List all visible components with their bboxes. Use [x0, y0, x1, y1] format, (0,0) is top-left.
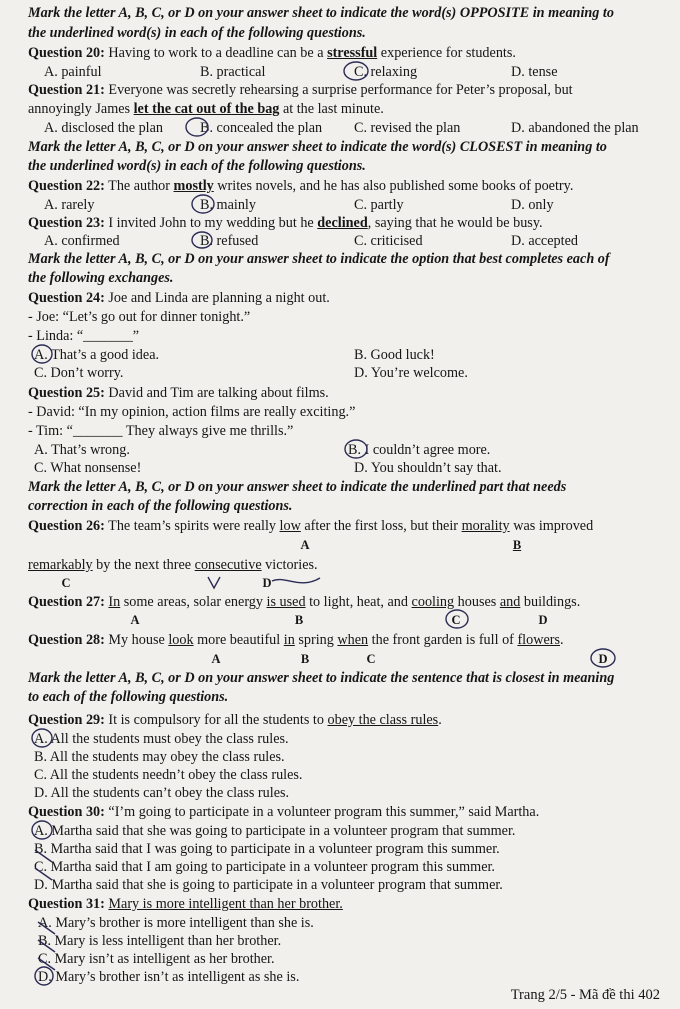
q25-option-a[interactable]: A. That’s wrong. [34, 442, 130, 458]
q29-option-c[interactable]: C. All the students needn’t obey the class rules. [34, 767, 303, 783]
q23-option-c[interactable]: C. criticised [354, 233, 423, 249]
q20-option-a[interactable]: A. painful [44, 64, 102, 80]
question-26-line1: Question 26: The team’s spirits were really low after the first loss, but their morality was improved [28, 518, 594, 534]
q28-label-a[interactable]: A [211, 652, 221, 666]
q26-pen-scribble [272, 578, 320, 583]
instruction-closest-sentence-line2: to each of the following questions. [28, 689, 229, 705]
q22-option-d[interactable]: D. only [511, 197, 554, 213]
instruction-closest-line2: the underlined word(s) in each of the following questions. [28, 158, 366, 174]
q31-option-b[interactable]: B. Mary is less intelligent than her brother. [38, 933, 282, 949]
q30-option-c[interactable]: C. Martha said that I am going to participate in a volunteer program this summer. [34, 859, 495, 875]
instruction-opposite-line2: the underlined word(s) in each of the following questions. [28, 25, 366, 41]
q22-option-a[interactable]: A. rarely [44, 197, 95, 213]
q25-david-line: - David: “In my opinion, action films are really exciting.” [28, 404, 356, 420]
q23-option-d[interactable]: D. accepted [511, 233, 578, 249]
instruction-exchanges-line1: Mark the letter A, B, C, or D on your answer sheet to indicate the option that best completes each of [28, 251, 610, 267]
q25-option-b[interactable]: B. I couldn’t agree more. [348, 442, 491, 458]
q25-tim-line: - Tim: “_______ They always give me thrills.” [28, 423, 294, 439]
question-30: Question 30: “I’m going to participate in a volunteer program this summer,” said Martha. [28, 804, 540, 820]
question-31: Question 31: Mary is more intelligent than her brother. [28, 896, 343, 912]
q20-option-d[interactable]: D. tense [511, 64, 558, 80]
question-24: Question 24: Joe and Linda are planning a night out. [28, 290, 330, 306]
q26-label-c[interactable]: C [61, 576, 71, 590]
question-28: Question 28: My house look more beautiful in spring when the front garden is full of flowers. [28, 632, 564, 648]
q26-label-b[interactable]: B [512, 538, 522, 552]
q30-option-b[interactable]: B. Martha said that I was going to participate in a volunteer program this summer. [34, 841, 500, 857]
q25-option-c[interactable]: C. What nonsense! [34, 460, 142, 476]
q27-label-c[interactable]: C [451, 613, 461, 627]
question-21-line1: Question 21: Everyone was secretly rehearsing a surprise performance for Peter’s proposal, but [28, 82, 573, 98]
q29-option-d[interactable]: D. All the students can’t obey the class rules. [34, 785, 290, 801]
q28-label-b[interactable]: B [300, 652, 310, 666]
question-25: Question 25: David and Tim are talking about films. [28, 385, 329, 401]
q31-option-c[interactable]: C. Mary isn’t as intelligent as her brother. [38, 951, 275, 967]
q24-option-c[interactable]: C. Don’t worry. [34, 365, 124, 381]
q29-option-a[interactable]: A. All the students must obey the class rules. [34, 731, 289, 747]
instruction-closest-line1: Mark the letter A, B, C, or D on your answer sheet to indicate the word(s) CLOSEST in meaning to [28, 139, 607, 155]
q24-option-a[interactable]: A. That’s a good idea. [34, 347, 160, 363]
question-21-line2: annoyingly James let the cat out of the bag at the last minute. [28, 101, 384, 117]
q27-label-b[interactable]: B [294, 613, 304, 627]
q28-label-d[interactable]: D [598, 652, 608, 666]
q26-pen-check [208, 577, 220, 588]
q20-option-c[interactable]: C. relaxing [354, 64, 418, 80]
question-27: Question 27: In some areas, solar energy is used to light, heat, and cooling houses and buildings. [28, 594, 581, 610]
instruction-correction-line1: Mark the letter A, B, C, or D on your answer sheet to indicate the underlined part that needs [28, 479, 567, 495]
q29-option-b[interactable]: B. All the students may obey the class rules. [34, 749, 285, 765]
q23-option-a[interactable]: A. confirmed [44, 233, 120, 249]
question-23: Question 23: I invited John to my wedding but he declined, saying that he would be busy. [28, 215, 543, 231]
q21-option-a[interactable]: A. disclosed the plan [44, 120, 163, 136]
q24-option-b[interactable]: B. Good luck! [354, 347, 435, 363]
q30-option-d[interactable]: D. Martha said that she is going to participate in a volunteer program that summer. [34, 877, 503, 893]
q22-option-c[interactable]: C. partly [354, 197, 404, 213]
question-26-line2: remarkably by the next three consecutive victories. [28, 557, 318, 573]
q21-option-c[interactable]: C. revised the plan [354, 120, 461, 136]
q25-option-d[interactable]: D. You shouldn’t say that. [354, 460, 502, 476]
q24-joe-line: - Joe: “Let’s go out for dinner tonight.” [28, 309, 251, 325]
q26-label-d[interactable]: D [262, 576, 272, 590]
instruction-opposite-line1: Mark the letter A, B, C, or D on your answer sheet to indicate the word(s) OPPOSITE in meaning to [28, 5, 614, 21]
q27-label-d[interactable]: D [538, 613, 548, 627]
q30-option-a[interactable]: A. Martha said that she was going to participate in a volunteer program that summer. [34, 823, 516, 839]
q24-option-d[interactable]: D. You’re welcome. [354, 365, 468, 381]
instruction-correction-line2: correction in each of the following questions. [28, 498, 293, 514]
q27-label-a[interactable]: A [130, 613, 140, 627]
page-footer: Trang 2/5 - Mã đề thi 402 [510, 987, 660, 1003]
q20-option-b[interactable]: B. practical [200, 64, 266, 80]
question-20: Question 20: Having to work to a deadline can be a stressful experience for students. [28, 45, 516, 61]
q23-option-b[interactable]: B. refused [200, 233, 259, 249]
q28-label-c[interactable]: C [366, 652, 376, 666]
question-22: Question 22: The author mostly writes novels, and he has also published some books of poetry. [28, 178, 574, 194]
q31-option-d[interactable]: D. Mary’s brother isn’t as intelligent as she is. [38, 969, 300, 985]
instruction-exchanges-line2: the following exchanges. [28, 270, 174, 286]
q21-option-d[interactable]: D. abandoned the plan [511, 120, 639, 136]
q21-option-b[interactable]: B. concealed the plan [200, 120, 323, 136]
instruction-closest-sentence-line1: Mark the letter A, B, C, or D on your answer sheet to indicate the sentence that is closest in meaning [28, 670, 615, 686]
q26-label-a[interactable]: A [300, 538, 310, 552]
q31-option-a[interactable]: A. Mary’s brother is more intelligent than she is. [38, 915, 314, 931]
q24-linda-line: - Linda: “_______” [28, 328, 140, 344]
q22-option-b[interactable]: B. mainly [200, 197, 256, 213]
question-29: Question 29: It is compulsory for all the students to obey the class rules. [28, 712, 442, 728]
